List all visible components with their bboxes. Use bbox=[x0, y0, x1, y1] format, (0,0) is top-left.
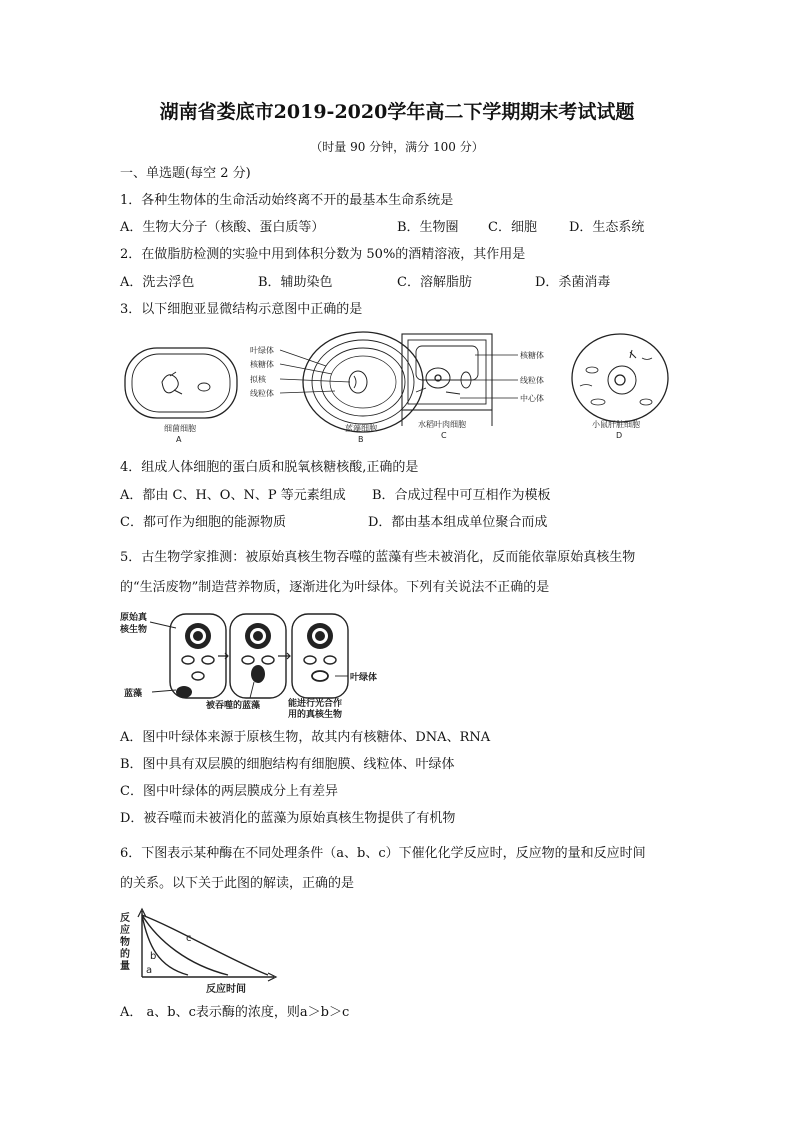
q4-option-b: B．合成过程中可互相作为模板 bbox=[372, 488, 551, 503]
q3-stem: 3．以下细胞亚显微结构示意图中正确的是 bbox=[120, 302, 363, 317]
cell-c-label-2: 线粒体 bbox=[520, 376, 544, 385]
q5-option-d: D．被吞噬而未被消化的蓝藻为原始真核生物提供了有机物 bbox=[120, 811, 456, 826]
q2-option-a: A．洗去浮色 bbox=[120, 275, 195, 290]
q6-option-a: A． a、b、c表示酶的浓度，则a＞b＞c bbox=[120, 1005, 350, 1020]
q6-xlabel: 反应时间 bbox=[206, 984, 246, 995]
q4-option-c: C．都可作为细胞的能源物质 bbox=[120, 515, 286, 530]
cell-a-caption: 细菌细胞 bbox=[164, 424, 196, 433]
cell-a-letter: A bbox=[176, 435, 182, 444]
cell-d-letter: D bbox=[616, 431, 623, 440]
q3-cell-diagrams bbox=[120, 330, 680, 445]
q2-option-d: D．杀菌消毒 bbox=[535, 275, 611, 290]
cell-b-label-1: 叶绿体 bbox=[250, 346, 274, 355]
q4-option-a: A．都由 C、H、O、N、P 等元素组成 bbox=[120, 488, 346, 503]
q6-stem-line1: 6．下图表示某种酶在不同处理条件（a、b、c）下催化化学反应时，反应物的量和反应时间 bbox=[120, 846, 646, 861]
q1-stem: 1．各种生物体的生命活动始终离不开的最基本生命系统是 bbox=[120, 193, 454, 208]
q5-label-chloroplast: 叶绿体 bbox=[350, 673, 378, 683]
q6-curve-c-label: c bbox=[186, 933, 192, 944]
q6-ylabel-3: 物 bbox=[120, 937, 130, 948]
q5-stem-line2: 的“生活废物”制造营养物质，逐渐进化为叶绿体。下列有关说法不正确的是 bbox=[120, 580, 550, 595]
q5-stem-line1: 5．古生物学家推测：被原始真核生物吞噬的蓝藻有些未被消化，反而能依靠原始真核生物 bbox=[120, 550, 636, 565]
cell-c-label-1: 核糖体 bbox=[520, 351, 544, 360]
q5-label-cyanobacteria: 蓝藻 bbox=[124, 689, 143, 699]
q6-ylabel-1: 反 bbox=[120, 913, 130, 924]
q1-option-c: C．细胞 bbox=[488, 220, 537, 235]
q2-option-c: C．溶解脂肪 bbox=[397, 275, 472, 290]
q5-endosymbiosis-diagram bbox=[120, 610, 390, 718]
cell-a-outline bbox=[125, 348, 237, 418]
page-subtitle: （时量 90 分钟，满分 100 分） bbox=[310, 140, 484, 154]
q1-option-d: D．生态系统 bbox=[569, 220, 645, 235]
cell-b-label-2: 核糖体 bbox=[250, 360, 274, 369]
q4-stem: 4．组成人体细胞的蛋白质和脱氧核糖核酸,正确的是 bbox=[120, 460, 419, 475]
cell-c-label-3: 中心体 bbox=[520, 394, 544, 403]
q5-label-engulfed: 被吞噬的蓝藻 bbox=[206, 701, 261, 711]
q5-option-c: C．图中叶绿体的两层膜成分上有差异 bbox=[120, 784, 338, 799]
q6-ylabel-5: 量 bbox=[120, 961, 130, 972]
cell-b-label-3: 拟核 bbox=[250, 375, 266, 384]
q6-curve-a-label: a bbox=[146, 965, 153, 976]
q6-curve-b-label: b bbox=[150, 951, 157, 962]
page-title: 湖南省娄底市2019-2020学年高二下学期期末考试试题 bbox=[159, 101, 635, 123]
q6-curve-b bbox=[142, 915, 228, 975]
q6-curve-c bbox=[142, 915, 268, 975]
q5-label-primitive-1: 原始真 bbox=[120, 613, 148, 623]
q1-option-b: B．生物圈 bbox=[397, 220, 459, 235]
cell-b-label-4: 线粒体 bbox=[250, 389, 274, 398]
q5-label-photosynthetic-2: 用的真核生物 bbox=[288, 710, 343, 720]
q5-option-a: A．图中叶绿体来源于原核生物，故其内有核糖体、DNA、RNA bbox=[120, 730, 491, 745]
cell-d-outline bbox=[572, 334, 668, 422]
cell-c-letter: C bbox=[441, 431, 447, 440]
q4-option-d: D．都由基本组成单位聚合而成 bbox=[368, 515, 548, 530]
q6-stem-line2: 的关系。以下关于此图的解读，正确的是 bbox=[120, 876, 355, 891]
q5-label-primitive-2: 核生物 bbox=[120, 625, 148, 635]
q6-reaction-graph bbox=[118, 905, 283, 995]
cell-d-caption: 小鼠肝脏细胞 bbox=[592, 420, 640, 429]
q6-ylabel-4: 的 bbox=[120, 949, 130, 960]
cell-b-letter: B bbox=[358, 435, 364, 444]
q5-option-b: B．图中具有双层膜的细胞结构有细胞膜、线粒体、叶绿体 bbox=[120, 757, 455, 772]
q6-ylabel-2: 应 bbox=[120, 925, 130, 936]
q2-stem: 2．在做脂肪检测的实验中用到体积分数为 50%的酒精溶液，其作用是 bbox=[120, 247, 526, 262]
cell-c-caption: 水稻叶肉细胞 bbox=[418, 420, 466, 429]
cell-b-caption: 蓝藻细胞 bbox=[345, 424, 377, 433]
q1-option-a: A．生物大分子（核酸、蛋白质等） bbox=[120, 220, 325, 235]
q2-option-b: B．辅助染色 bbox=[258, 275, 333, 290]
q5-label-photosynthetic-1: 能进行光合作 bbox=[288, 699, 343, 709]
section-heading: 一、单选题(每空 2 分) bbox=[120, 166, 251, 181]
